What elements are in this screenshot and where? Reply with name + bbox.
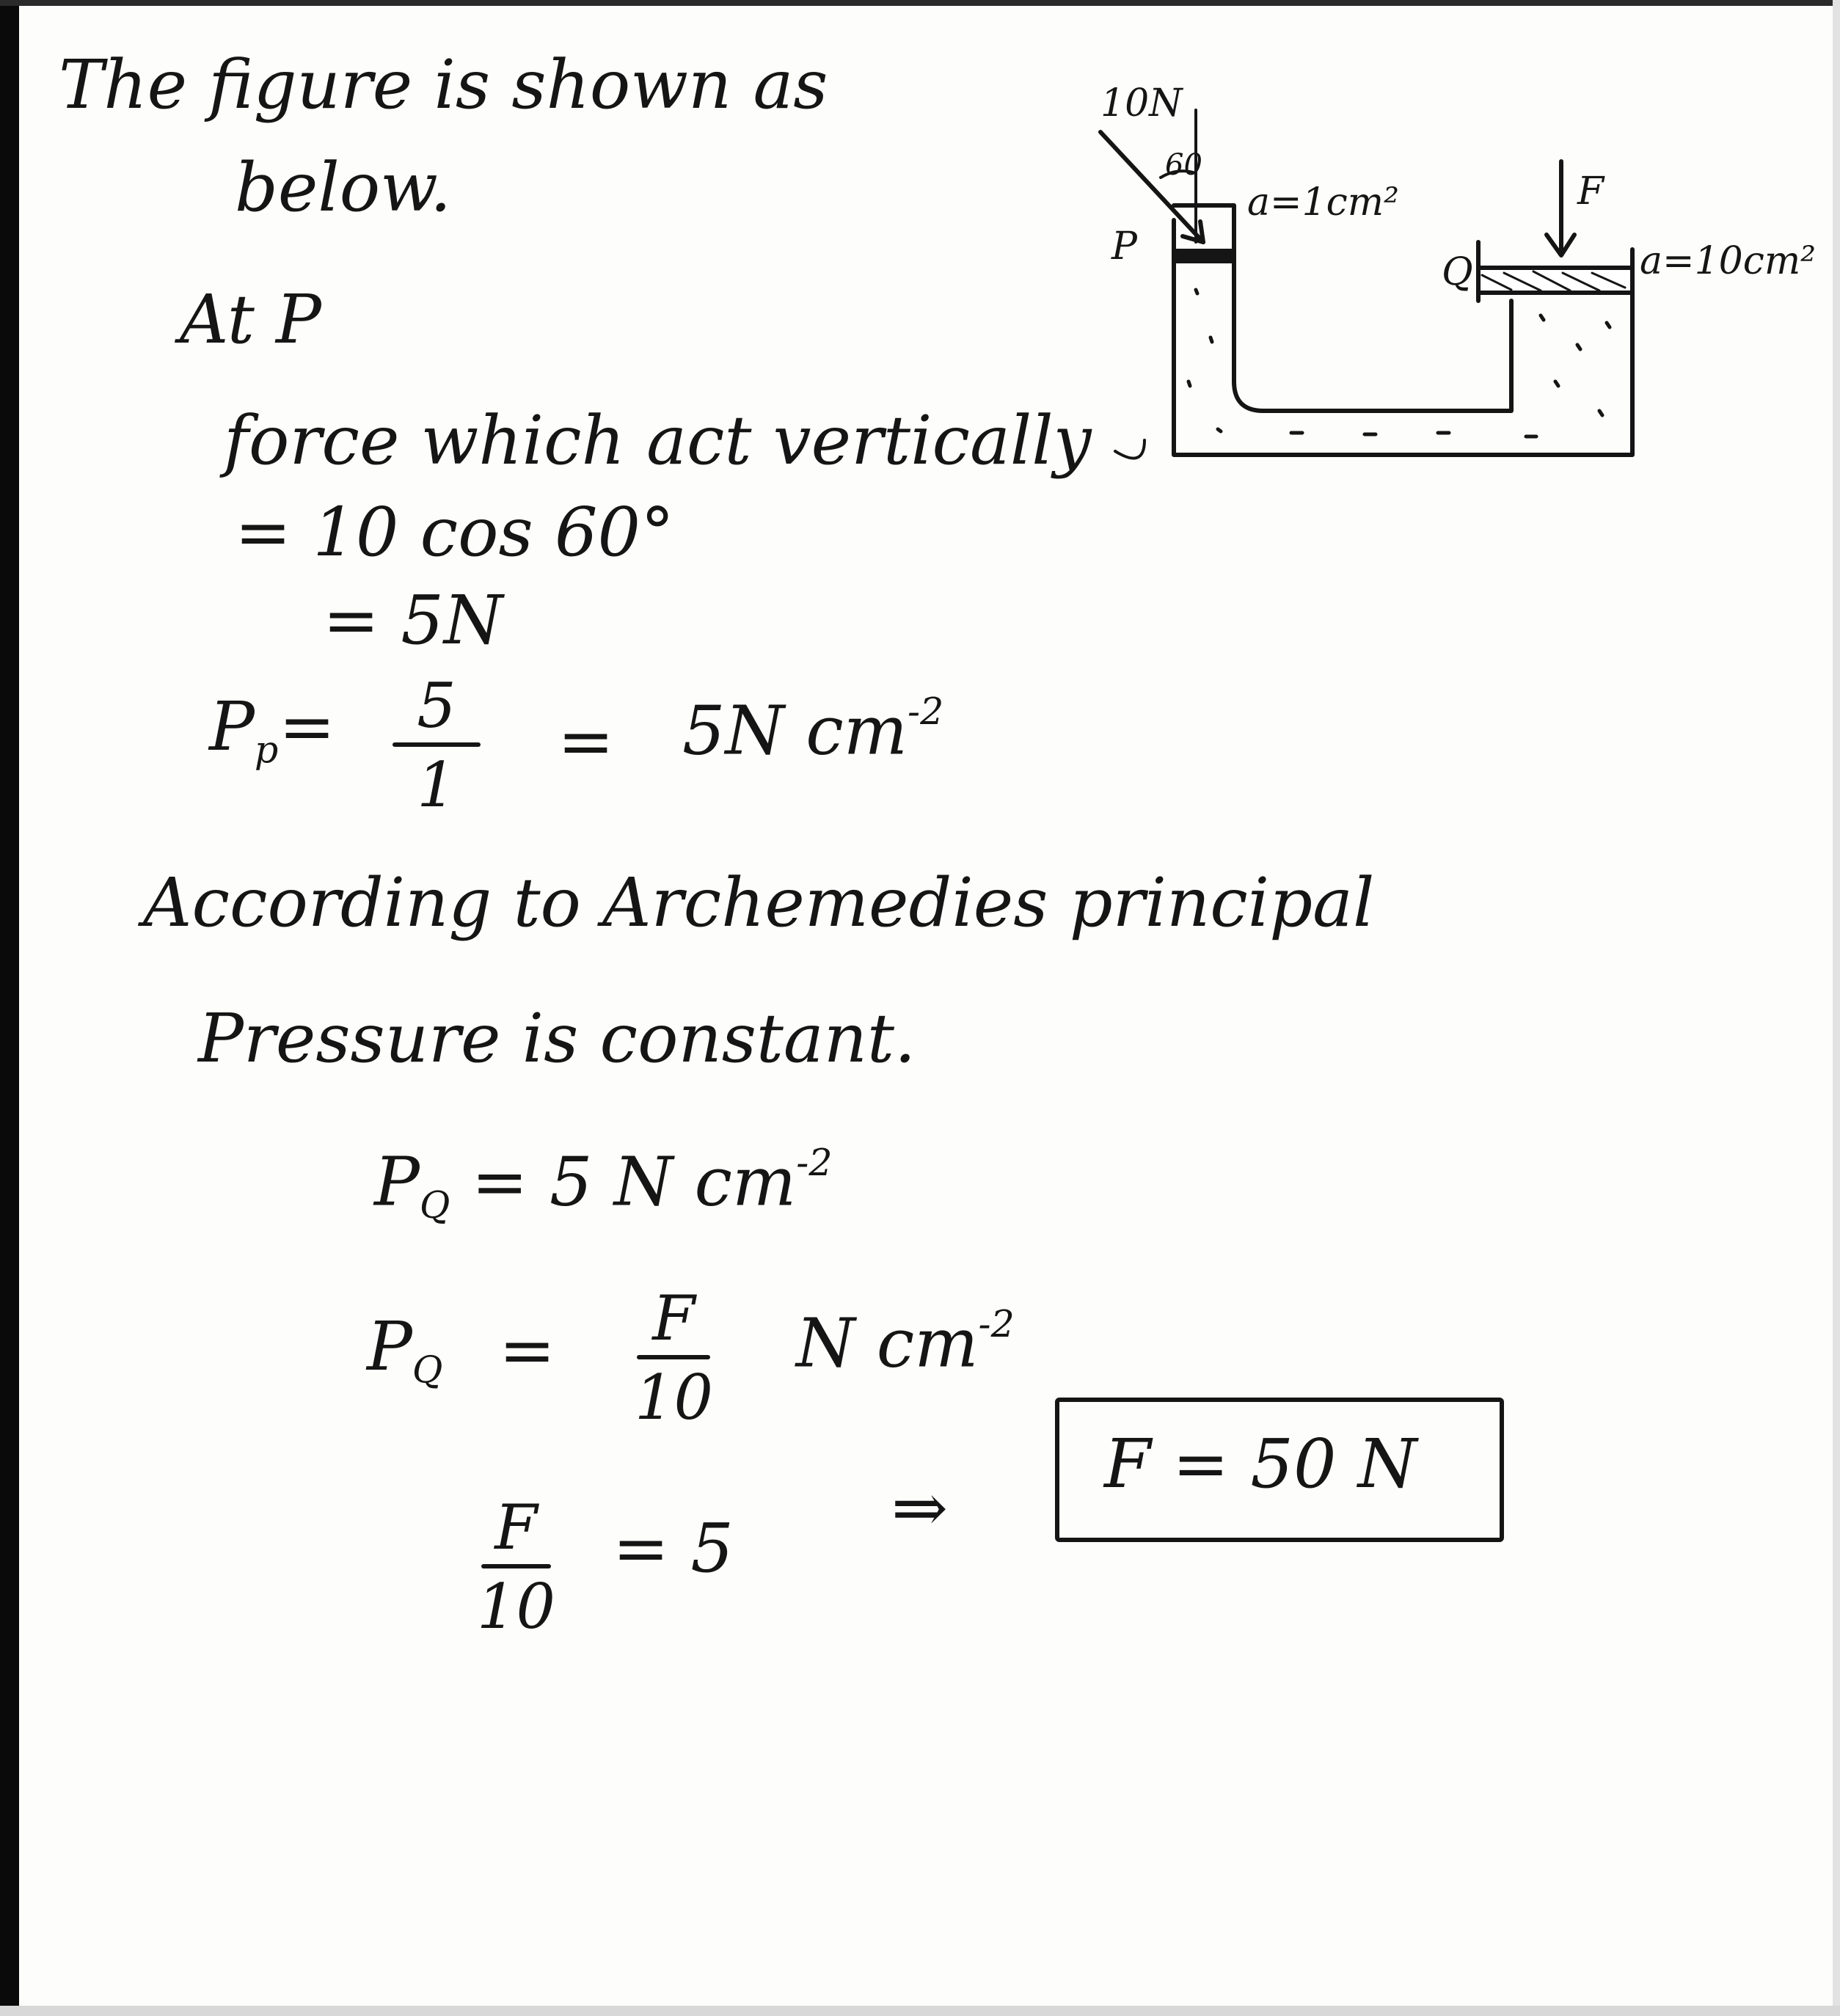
pressure-q-symbol-2: $P_Q$ xyxy=(367,1307,443,1392)
intro-line-1: The figure is shown as xyxy=(59,45,828,124)
principle-line-2: Pressure is constant. xyxy=(198,999,916,1078)
intro-line-2: below. xyxy=(235,148,452,227)
final-answer: F = 50 N xyxy=(1104,1425,1417,1503)
pressure-q-fraction xyxy=(635,1282,713,1434)
force-f-label: F xyxy=(1577,169,1604,213)
pressure-q-denominator: 10 xyxy=(635,1362,713,1434)
implies-arrow: ⇒ xyxy=(891,1469,949,1547)
area-q-label: a=10cm² xyxy=(1640,239,1817,283)
force-10n-label: 10N xyxy=(1100,81,1183,125)
principle-line-1: According to Archemedies principal xyxy=(143,863,1375,942)
pressure-q-numerator: F xyxy=(652,1282,696,1354)
pressure-q-equals-2: = xyxy=(499,1311,556,1389)
pressure-p-result: 5N $cm^{-2}$ xyxy=(682,690,944,770)
piston-q-label: Q xyxy=(1442,250,1473,294)
solve-numerator: F xyxy=(494,1491,538,1563)
piston-p xyxy=(1174,251,1234,261)
pressure-p-fraction xyxy=(393,670,481,821)
piston-p-label: P xyxy=(1111,224,1137,269)
pressure-p-denominator: 1 xyxy=(417,749,456,821)
solve-rhs: = 5 xyxy=(613,1509,734,1588)
pressure-p-numerator: 5 xyxy=(417,670,456,742)
angle-60-label: 60 xyxy=(1165,148,1202,182)
cos-equation: = 10 cos 60° xyxy=(235,493,675,571)
at-p-heading: At P xyxy=(180,280,321,359)
pressure-q-equation-1: $P_Q = 5$ N $cm^{-2}$ xyxy=(374,1141,833,1227)
pressure-p-equals-2: = xyxy=(558,702,615,781)
pressure-q-unit: N $cm^{-2}$ xyxy=(796,1302,1015,1383)
area-p-label: a=1cm² xyxy=(1247,180,1399,224)
solve-fraction xyxy=(477,1491,555,1643)
solve-denominator: 10 xyxy=(477,1571,555,1643)
vertical-force-result: = 5N xyxy=(323,581,503,660)
pressure-p-symbol: $P_p$ xyxy=(209,687,279,772)
vertical-force-line: force which act vertically xyxy=(224,401,1092,480)
pressure-p-equals: = xyxy=(279,687,336,766)
